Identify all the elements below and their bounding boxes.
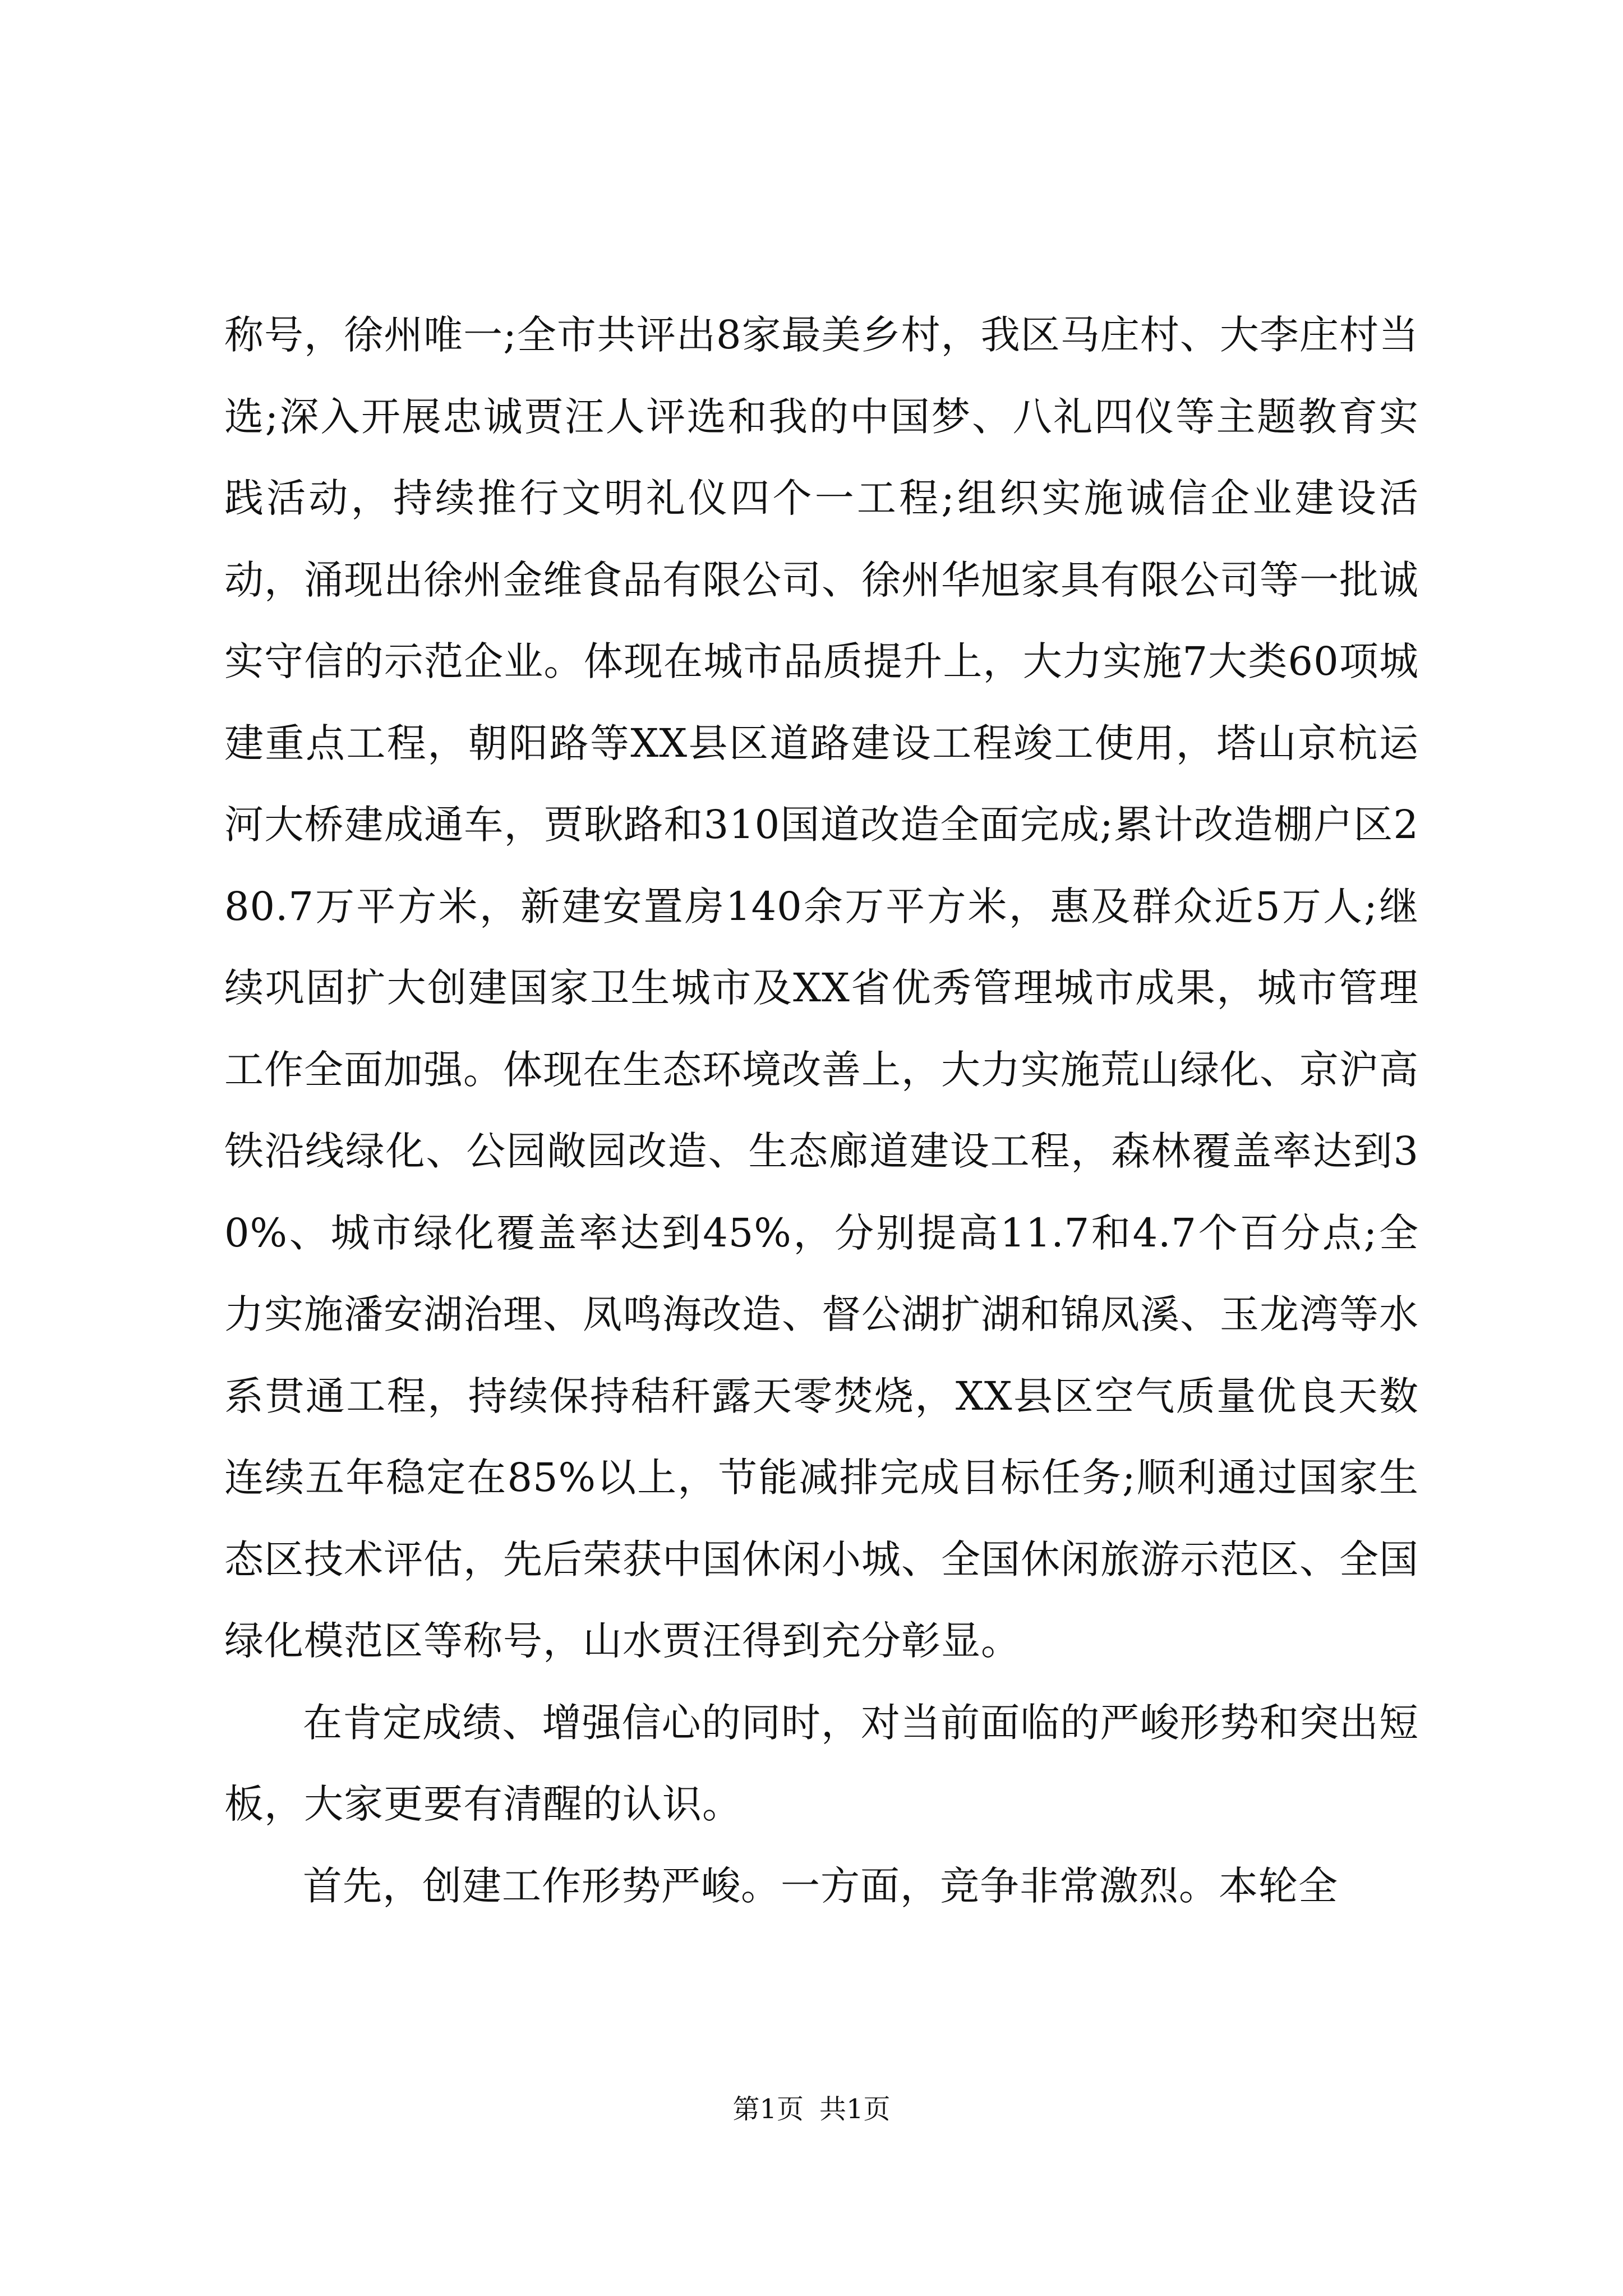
paragraph-continued: 称号，徐州唯一;全市共评出8家最美乡村，我区马庄村、大李庄村当选;深入开展忠诚贾汪人评选和我的中国梦、八礼四仪等主题教育实践活动，持续推行文明礼仪四个一工程;组织实施诚信企业建设活动，涌现出徐州金维食品有限公司、徐州华旭家具有限公司等一批诚实守信的示范企业。体现在城市品质提升上，大力实施7大类60项城建重点工程，朝阳路等XX县区道路建设工程竣工使用，塔山京杭运河大桥建成通车，贾耿路和310国道改造全面完成;累计改造棚户区280.7万平方米，新建安置房140余万平方米，惠及群众近5万人;继续巩固扩大创建国家卫生城市及XX省优秀管理城市成果，城市管理工作全面加强。体现在生态环境改善上，大力实施荒山绿化、京沪高铁沿线绿化、公园敞园改造、生态廊道建设工程，森林覆盖率达到30%、城市绿化覆盖率达到45%，分别提高11.7和4.7个百分点;全力实施潘安湖治理、凤鸣海改造、督公湖扩湖和锦凤溪、玉龙湾等水系贯通工程，持续保持秸秆露天零焚烧，XX县区空气质量优良天数连续五年稳定在85%以上，节能减排完成目标任务;顺利通过国家生态区技术评估，先后荣获中国休闲小城、全国休闲旅游示范区、全国绿化模范区等称号，山水贾汪得到充分彰显。: [224, 312, 1419, 1664]
document-body: [224, 295, 1419, 1927]
page-total: 共1页: [819, 2093, 891, 2125]
paragraph-first-point: 首先，创建工作形势严峻。一方面，竞争非常激烈。本轮全: [303, 1862, 1338, 1909]
page-footer: [0, 2092, 1623, 2126]
paragraph-affirmation: 在肯定成绩、增强信心的同时，对当前面临的严峻形势和突出短板，大家更要有清醒的认识。: [224, 1699, 1419, 1827]
page-number: 第1页: [732, 2093, 804, 2125]
